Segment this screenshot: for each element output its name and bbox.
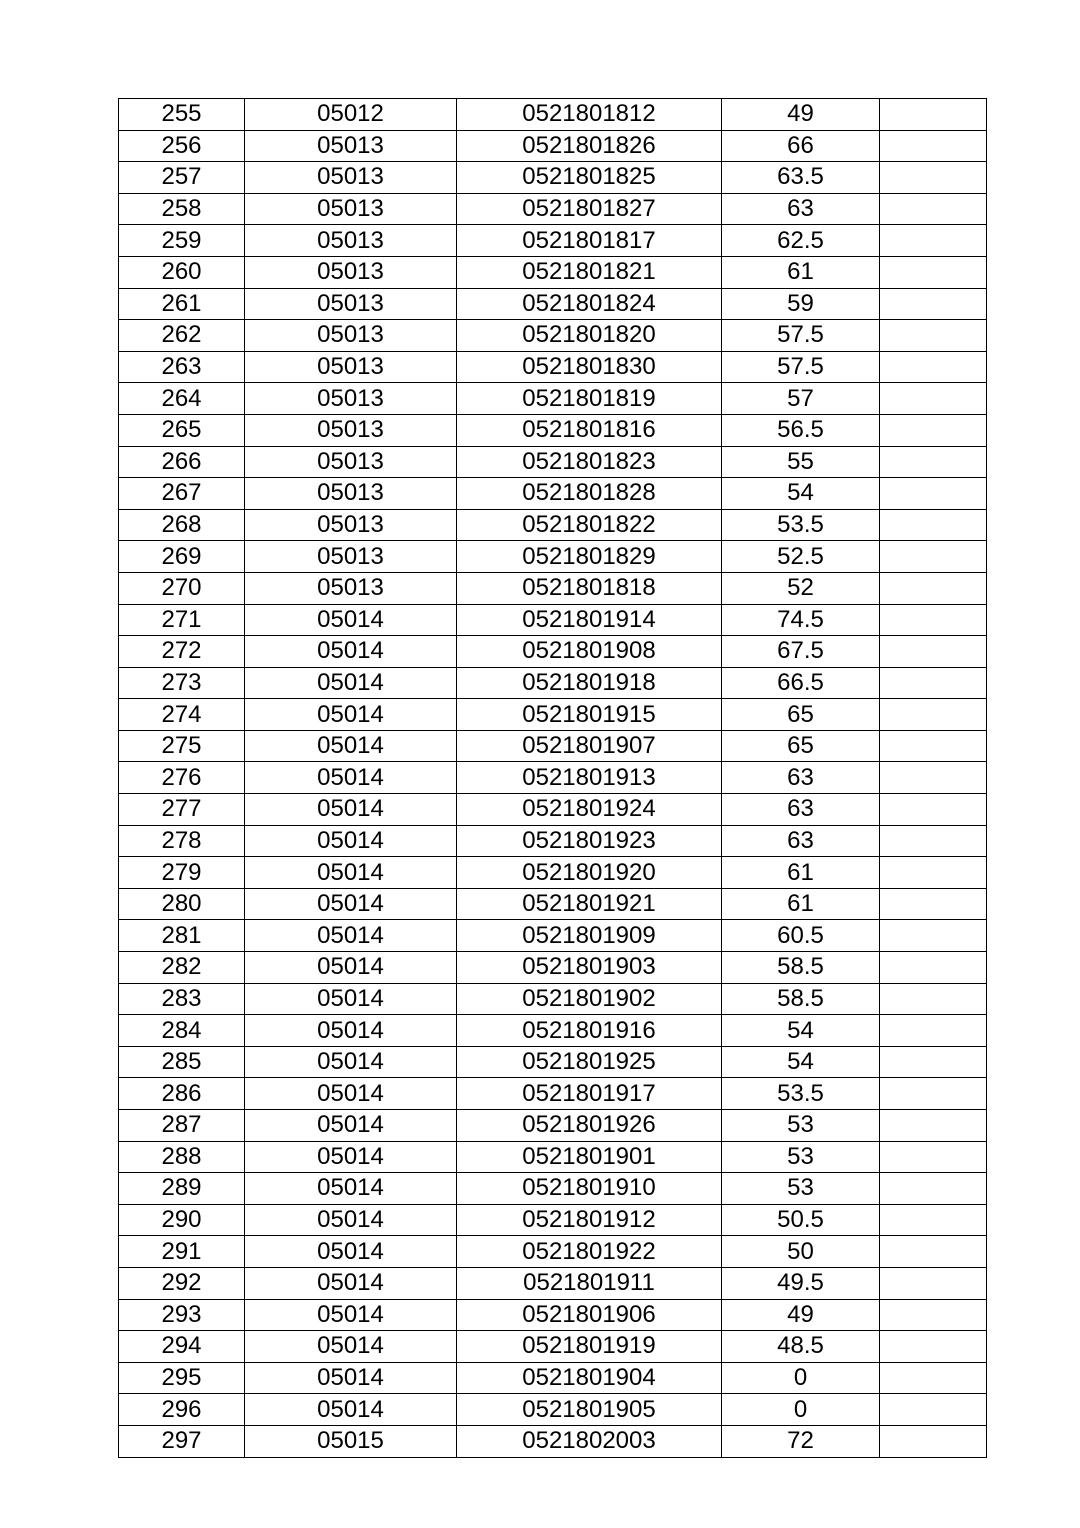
row-number-cell: 263 [119, 351, 245, 383]
position-code-cell: 05014 [245, 730, 457, 762]
table-row [119, 320, 987, 352]
table-row [119, 572, 987, 604]
exam-id-cell: 0521801820 [457, 320, 722, 352]
position-code-cell: 05013 [245, 320, 457, 352]
position-code-cell: 05013 [245, 541, 457, 573]
position-code-cell: 05014 [245, 857, 457, 889]
table-row [119, 952, 987, 984]
note-cell [880, 256, 987, 288]
position-code-cell: 05013 [245, 256, 457, 288]
table-row [119, 351, 987, 383]
row-number-cell: 260 [119, 256, 245, 288]
position-code-cell: 05013 [245, 193, 457, 225]
exam-id-cell: 0521801819 [457, 383, 722, 415]
note-cell [880, 478, 987, 510]
table-row [119, 699, 987, 731]
score-cell: 55 [722, 446, 880, 478]
position-code-cell: 05014 [245, 1015, 457, 1047]
table-row [119, 383, 987, 415]
table-row [119, 604, 987, 636]
exam-id-cell: 0521801907 [457, 730, 722, 762]
row-number-cell: 285 [119, 1046, 245, 1078]
table-row [119, 888, 987, 920]
row-number-cell: 289 [119, 1173, 245, 1205]
exam-id-cell: 0521801901 [457, 1141, 722, 1173]
row-number-cell: 281 [119, 920, 245, 952]
note-cell [880, 383, 987, 415]
note-cell [880, 983, 987, 1015]
exam-id-cell: 0521801909 [457, 920, 722, 952]
row-number-cell: 269 [119, 541, 245, 573]
table-row [119, 256, 987, 288]
exam-id-cell: 0521801818 [457, 572, 722, 604]
exam-id-cell: 0521801822 [457, 509, 722, 541]
exam-id-cell: 0521801827 [457, 193, 722, 225]
position-code-cell: 05014 [245, 825, 457, 857]
note-cell [880, 1110, 987, 1142]
position-code-cell: 05014 [245, 1362, 457, 1394]
row-number-cell: 275 [119, 730, 245, 762]
score-cell: 63 [722, 193, 880, 225]
note-cell [880, 857, 987, 889]
position-code-cell: 05013 [245, 414, 457, 446]
row-number-cell: 276 [119, 762, 245, 794]
note-cell [880, 952, 987, 984]
table-row [119, 920, 987, 952]
note-cell [880, 1204, 987, 1236]
table-row [119, 478, 987, 510]
table-row [119, 1015, 987, 1047]
position-code-cell: 05013 [245, 351, 457, 383]
position-code-cell: 05014 [245, 762, 457, 794]
row-number-cell: 270 [119, 572, 245, 604]
score-cell: 49 [722, 1299, 880, 1331]
position-code-cell: 05014 [245, 983, 457, 1015]
position-code-cell: 05014 [245, 952, 457, 984]
table-row [119, 99, 987, 131]
score-cell: 0 [722, 1394, 880, 1426]
table-row [119, 1236, 987, 1268]
note-cell [880, 825, 987, 857]
row-number-cell: 265 [119, 414, 245, 446]
score-cell: 72 [722, 1425, 880, 1457]
score-cell: 48.5 [722, 1331, 880, 1363]
row-number-cell: 274 [119, 699, 245, 731]
exam-id-cell: 0521801908 [457, 636, 722, 668]
score-cell: 58.5 [722, 983, 880, 1015]
table-row [119, 983, 987, 1015]
score-cell: 58.5 [722, 952, 880, 984]
table-row [119, 762, 987, 794]
exam-id-cell: 0521801905 [457, 1394, 722, 1426]
table-row [119, 1362, 987, 1394]
table-row [119, 636, 987, 668]
note-cell [880, 541, 987, 573]
exam-id-cell: 0521801828 [457, 478, 722, 510]
note-cell [880, 730, 987, 762]
row-number-cell: 256 [119, 130, 245, 162]
row-number-cell: 279 [119, 857, 245, 889]
position-code-cell: 05014 [245, 1236, 457, 1268]
note-cell [880, 667, 987, 699]
score-cell: 54 [722, 1046, 880, 1078]
score-cell: 66 [722, 130, 880, 162]
position-code-cell: 05014 [245, 1204, 457, 1236]
exam-id-cell: 0521801823 [457, 446, 722, 478]
position-code-cell: 05013 [245, 446, 457, 478]
row-number-cell: 266 [119, 446, 245, 478]
score-cell: 0 [722, 1362, 880, 1394]
note-cell [880, 1425, 987, 1457]
table-row [119, 730, 987, 762]
note-cell [880, 509, 987, 541]
position-code-cell: 05012 [245, 99, 457, 131]
row-number-cell: 267 [119, 478, 245, 510]
table-row [119, 541, 987, 573]
score-cell: 63 [722, 825, 880, 857]
position-code-cell: 05014 [245, 888, 457, 920]
position-code-cell: 05014 [245, 1267, 457, 1299]
table-row [119, 1173, 987, 1205]
row-number-cell: 283 [119, 983, 245, 1015]
note-cell [880, 1362, 987, 1394]
score-cell: 54 [722, 478, 880, 510]
row-number-cell: 282 [119, 952, 245, 984]
note-cell [880, 414, 987, 446]
table-row [119, 414, 987, 446]
score-cell: 49.5 [722, 1267, 880, 1299]
row-number-cell: 262 [119, 320, 245, 352]
exam-id-cell: 0521801812 [457, 99, 722, 131]
note-cell [880, 225, 987, 257]
exam-id-cell: 0521801919 [457, 1331, 722, 1363]
score-table [118, 98, 987, 1458]
position-code-cell: 05014 [245, 667, 457, 699]
exam-id-cell: 0521801830 [457, 351, 722, 383]
score-table-body [119, 99, 987, 1458]
exam-id-cell: 0521801911 [457, 1267, 722, 1299]
note-cell [880, 762, 987, 794]
table-row [119, 1267, 987, 1299]
note-cell [880, 162, 987, 194]
score-cell: 50.5 [722, 1204, 880, 1236]
score-cell: 57 [722, 383, 880, 415]
position-code-cell: 05013 [245, 383, 457, 415]
exam-id-cell: 0521801918 [457, 667, 722, 699]
table-row [119, 509, 987, 541]
row-number-cell: 292 [119, 1267, 245, 1299]
position-code-cell: 05013 [245, 288, 457, 320]
row-number-cell: 264 [119, 383, 245, 415]
table-row [119, 193, 987, 225]
exam-id-cell: 0521801824 [457, 288, 722, 320]
row-number-cell: 257 [119, 162, 245, 194]
note-cell [880, 1078, 987, 1110]
note-cell [880, 193, 987, 225]
score-cell: 57.5 [722, 320, 880, 352]
table-row [119, 1204, 987, 1236]
row-number-cell: 295 [119, 1362, 245, 1394]
position-code-cell: 05013 [245, 509, 457, 541]
note-cell [880, 351, 987, 383]
exam-id-cell: 0521801906 [457, 1299, 722, 1331]
row-number-cell: 280 [119, 888, 245, 920]
note-cell [880, 920, 987, 952]
table-row [119, 162, 987, 194]
note-cell [880, 888, 987, 920]
note-cell [880, 1267, 987, 1299]
table-row [119, 1141, 987, 1173]
exam-id-cell: 0521801915 [457, 699, 722, 731]
position-code-cell: 05014 [245, 1299, 457, 1331]
row-number-cell: 271 [119, 604, 245, 636]
table-row [119, 825, 987, 857]
position-code-cell: 05014 [245, 1046, 457, 1078]
note-cell [880, 1299, 987, 1331]
row-number-cell: 278 [119, 825, 245, 857]
row-number-cell: 287 [119, 1110, 245, 1142]
position-code-cell: 05014 [245, 920, 457, 952]
score-cell: 59 [722, 288, 880, 320]
position-code-cell: 05013 [245, 162, 457, 194]
note-cell [880, 699, 987, 731]
table-row [119, 1046, 987, 1078]
exam-id-cell: 0521801914 [457, 604, 722, 636]
score-cell: 60.5 [722, 920, 880, 952]
position-code-cell: 05015 [245, 1425, 457, 1457]
position-code-cell: 05013 [245, 572, 457, 604]
note-cell [880, 636, 987, 668]
table-row [119, 1078, 987, 1110]
exam-id-cell: 0521801817 [457, 225, 722, 257]
exam-id-cell: 0521801912 [457, 1204, 722, 1236]
row-number-cell: 294 [119, 1331, 245, 1363]
note-cell [880, 1141, 987, 1173]
exam-id-cell: 0521801910 [457, 1173, 722, 1205]
score-cell: 74.5 [722, 604, 880, 636]
score-cell: 53.5 [722, 1078, 880, 1110]
table-row [119, 288, 987, 320]
score-cell: 62.5 [722, 225, 880, 257]
row-number-cell: 284 [119, 1015, 245, 1047]
table-row [119, 225, 987, 257]
note-cell [880, 288, 987, 320]
exam-id-cell: 0521801825 [457, 162, 722, 194]
row-number-cell: 290 [119, 1204, 245, 1236]
score-cell: 57.5 [722, 351, 880, 383]
exam-id-cell: 0521801923 [457, 825, 722, 857]
table-row [119, 667, 987, 699]
table-row [119, 130, 987, 162]
score-cell: 61 [722, 857, 880, 889]
note-cell [880, 446, 987, 478]
position-code-cell: 05014 [245, 636, 457, 668]
note-cell [880, 1394, 987, 1426]
row-number-cell: 259 [119, 225, 245, 257]
row-number-cell: 288 [119, 1141, 245, 1173]
position-code-cell: 05013 [245, 225, 457, 257]
note-cell [880, 1015, 987, 1047]
table-row [119, 1331, 987, 1363]
score-cell: 53 [722, 1173, 880, 1205]
row-number-cell: 261 [119, 288, 245, 320]
note-cell [880, 604, 987, 636]
score-cell: 61 [722, 256, 880, 288]
row-number-cell: 291 [119, 1236, 245, 1268]
score-cell: 53.5 [722, 509, 880, 541]
score-cell: 52.5 [722, 541, 880, 573]
note-cell [880, 1236, 987, 1268]
score-cell: 53 [722, 1110, 880, 1142]
position-code-cell: 05014 [245, 794, 457, 826]
score-cell: 61 [722, 888, 880, 920]
score-cell: 50 [722, 1236, 880, 1268]
position-code-cell: 05014 [245, 604, 457, 636]
exam-id-cell: 0521801816 [457, 414, 722, 446]
note-cell [880, 320, 987, 352]
exam-id-cell: 0521801913 [457, 762, 722, 794]
note-cell [880, 130, 987, 162]
note-cell [880, 1173, 987, 1205]
score-cell: 54 [722, 1015, 880, 1047]
note-cell [880, 794, 987, 826]
exam-id-cell: 0521801903 [457, 952, 722, 984]
position-code-cell: 05014 [245, 1078, 457, 1110]
table-row [119, 794, 987, 826]
score-cell: 65 [722, 699, 880, 731]
score-cell: 63.5 [722, 162, 880, 194]
position-code-cell: 05014 [245, 1141, 457, 1173]
exam-id-cell: 0521801904 [457, 1362, 722, 1394]
row-number-cell: 286 [119, 1078, 245, 1110]
note-cell [880, 1046, 987, 1078]
table-row [119, 1425, 987, 1457]
exam-id-cell: 0521801924 [457, 794, 722, 826]
score-cell: 56.5 [722, 414, 880, 446]
table-row [119, 446, 987, 478]
note-cell [880, 572, 987, 604]
position-code-cell: 05013 [245, 130, 457, 162]
score-cell: 65 [722, 730, 880, 762]
exam-id-cell: 0521802003 [457, 1425, 722, 1457]
note-cell [880, 99, 987, 131]
score-cell: 52 [722, 572, 880, 604]
position-code-cell: 05014 [245, 1394, 457, 1426]
score-cell: 67.5 [722, 636, 880, 668]
row-number-cell: 255 [119, 99, 245, 131]
score-cell: 63 [722, 794, 880, 826]
exam-id-cell: 0521801926 [457, 1110, 722, 1142]
exam-id-cell: 0521801821 [457, 256, 722, 288]
score-cell: 49 [722, 99, 880, 131]
row-number-cell: 296 [119, 1394, 245, 1426]
table-row [119, 1110, 987, 1142]
row-number-cell: 272 [119, 636, 245, 668]
position-code-cell: 05013 [245, 478, 457, 510]
score-cell: 63 [722, 762, 880, 794]
row-number-cell: 293 [119, 1299, 245, 1331]
exam-id-cell: 0521801826 [457, 130, 722, 162]
exam-id-cell: 0521801921 [457, 888, 722, 920]
exam-id-cell: 0521801920 [457, 857, 722, 889]
position-code-cell: 05014 [245, 699, 457, 731]
exam-id-cell: 0521801922 [457, 1236, 722, 1268]
position-code-cell: 05014 [245, 1173, 457, 1205]
table-row [119, 1299, 987, 1331]
exam-id-cell: 0521801917 [457, 1078, 722, 1110]
score-cell: 66.5 [722, 667, 880, 699]
row-number-cell: 258 [119, 193, 245, 225]
exam-id-cell: 0521801902 [457, 983, 722, 1015]
note-cell [880, 1331, 987, 1363]
exam-id-cell: 0521801829 [457, 541, 722, 573]
position-code-cell: 05014 [245, 1110, 457, 1142]
table-row [119, 857, 987, 889]
position-code-cell: 05014 [245, 1331, 457, 1363]
exam-id-cell: 0521801916 [457, 1015, 722, 1047]
row-number-cell: 268 [119, 509, 245, 541]
row-number-cell: 277 [119, 794, 245, 826]
table-row [119, 1394, 987, 1426]
score-cell: 53 [722, 1141, 880, 1173]
exam-id-cell: 0521801925 [457, 1046, 722, 1078]
row-number-cell: 297 [119, 1425, 245, 1457]
row-number-cell: 273 [119, 667, 245, 699]
